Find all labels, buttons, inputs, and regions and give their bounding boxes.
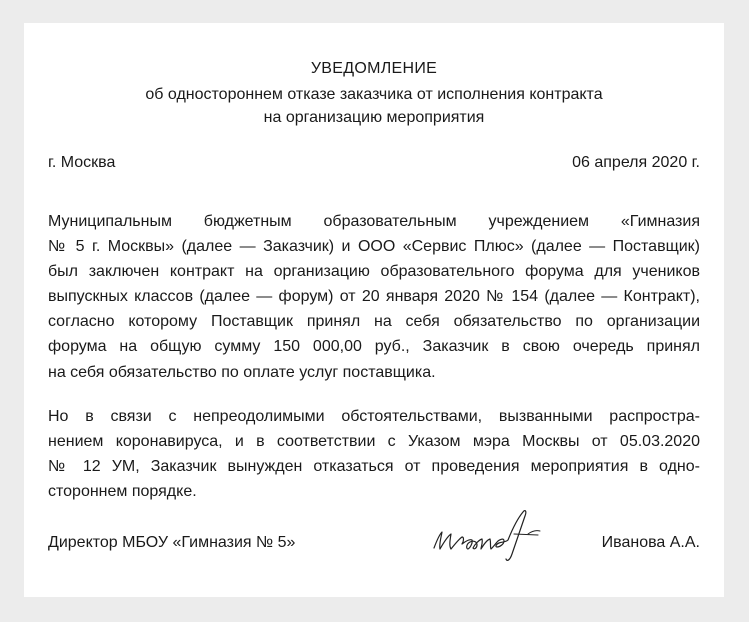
paragraph-line: № 5 г. Москвы» (далее — Заказчик) и ООО «Сервис Плюс» (далее — Поставщик) [48, 238, 700, 256]
document-subtitle [24, 83, 724, 129]
subtitle-line: об одностороннем отказе заказчика от исполнения контракта [145, 86, 603, 103]
paragraph-line: Муниципальным бюджетным образовательным учреждением «Гимназия [48, 213, 700, 230]
paragraph-line: форума на общую сумму 150 000,00 руб., Заказчик в свою очередь принял [48, 338, 700, 356]
signature-row [48, 526, 700, 556]
document-date: 06 апреля 2020 г. [572, 154, 700, 171]
document-title: УВЕДОМЛЕНИЕ [310, 60, 438, 77]
paragraph-line: Но в связи с непреодолимыми обстоятельствами, вызванными распростра- [48, 408, 700, 425]
document-page [24, 23, 724, 597]
paragraph-line: на себя обязательство по оплате услуг поставщика. [48, 363, 436, 381]
city: г. Москва [48, 154, 116, 171]
signatory-name: Иванова А.А. [601, 534, 700, 551]
paragraph-line: № 12 УМ, Заказчик вынужден отказаться от проведения мероприятия в одно- [48, 458, 700, 476]
paragraph-contract [48, 209, 700, 385]
paragraph-line: был заключен контракт на организацию образовательного форума для учеников [48, 263, 700, 281]
subtitle-line: на организацию мероприятия [263, 109, 485, 126]
signatory-position: Директор МБОУ «Гимназия № 5» [48, 534, 296, 551]
place-date-row [48, 153, 700, 173]
paragraph-line: нением коронавируса, и в соответствии с Указом мэра Москвы от 05.03.2020 [48, 433, 700, 451]
paragraph-refusal [48, 404, 700, 504]
paragraph-line: согласно которому Поставщик принял на себя обязательство по организации [48, 313, 700, 331]
paragraph-line: выпускных классов (далее — форум) от 20 января 2020 № 154 (далее — Контракт), [48, 288, 700, 306]
handwritten-signature [428, 504, 558, 564]
paragraph-line: стороннем порядке. [48, 483, 197, 501]
